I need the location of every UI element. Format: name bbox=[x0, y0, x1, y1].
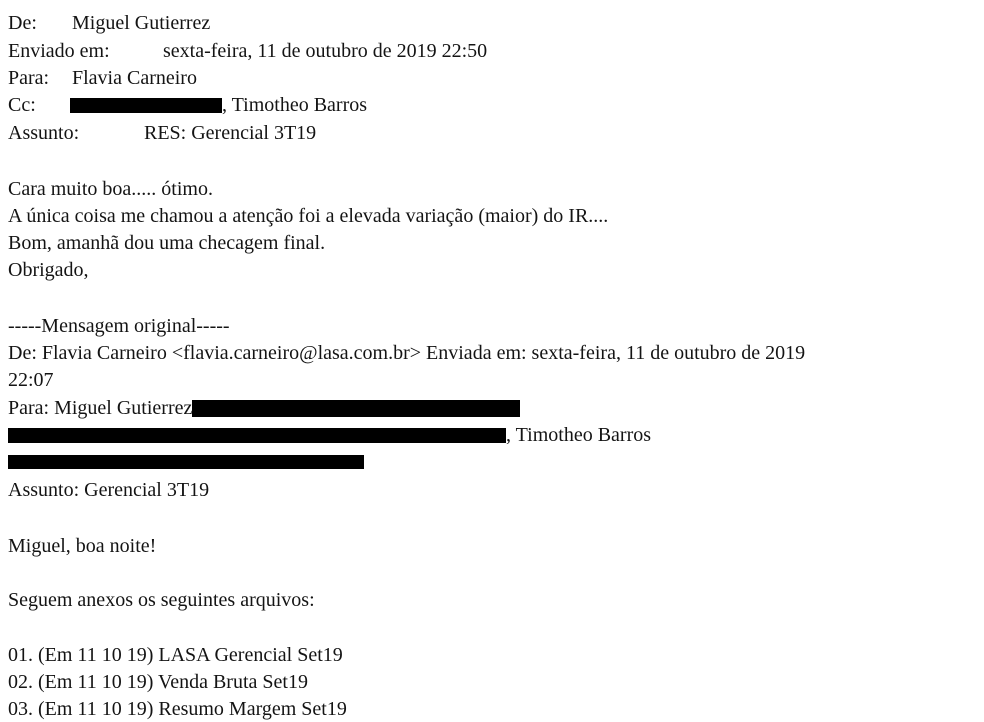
header-to-row bbox=[8, 65, 197, 91]
to-value: Flavia Carneiro bbox=[72, 67, 197, 89]
original-subject-line: Assunto: Gerencial 3T19 bbox=[8, 479, 210, 501]
original-cc-row bbox=[8, 422, 651, 448]
to-label: Para: bbox=[8, 67, 50, 89]
cc-value: , Timotheo Barros bbox=[222, 94, 368, 116]
header-sent-row bbox=[8, 38, 487, 64]
reply-line-2: A única coisa me chamou a atenção foi a elevada variação (maior) do IR.... bbox=[8, 205, 609, 227]
from-label: De: bbox=[8, 12, 37, 34]
original-cc-tail: , Timotheo Barros bbox=[506, 424, 652, 446]
reply-line-4: Obrigado, bbox=[8, 259, 89, 281]
greeting-line: Miguel, boa noite! bbox=[8, 535, 157, 557]
subject-label: Assunto: bbox=[8, 122, 80, 144]
from-value: Miguel Gutierrez bbox=[72, 12, 211, 34]
sent-label: Enviado em: bbox=[8, 40, 110, 62]
sent-value: sexta-feira, 11 de outubro de 2019 22:50 bbox=[163, 40, 488, 62]
reply-line-3: Bom, amanhã dou uma checagem final. bbox=[8, 232, 326, 254]
original-to-line: Para: Miguel Gutierrez bbox=[8, 397, 193, 419]
attachment-item: 02. (Em 11 10 19) Venda Bruta Set19 bbox=[8, 671, 308, 693]
original-separator: -----Mensagem original----- bbox=[8, 315, 230, 337]
cc-redaction bbox=[70, 98, 222, 113]
header-cc-row bbox=[8, 92, 367, 118]
attachment-item: 03. (Em 11 10 19) Resumo Margem Set19 bbox=[8, 698, 347, 720]
reply-line-1: Cara muito boa..... ótimo. bbox=[8, 178, 213, 200]
cc-redaction-long bbox=[8, 428, 506, 443]
intro-line: Seguem anexos os seguintes arquivos: bbox=[8, 589, 315, 611]
attachment-item: 01. (Em 11 10 19) LASA Gerencial Set19 bbox=[8, 644, 343, 666]
subject-value: RES: Gerencial 3T19 bbox=[144, 122, 317, 144]
original-from-line: De: Flavia Carneiro <flavia.carneiro@lasa.com.br> Enviada em: sexta-feira, 11 de outubro de 2019 bbox=[8, 342, 806, 364]
original-to-row bbox=[8, 395, 520, 421]
original-from-line-cont: 22:07 bbox=[8, 369, 54, 391]
cc-redaction-line-2 bbox=[8, 455, 364, 469]
header-subject-row bbox=[8, 120, 316, 146]
cc-label: Cc: bbox=[8, 94, 36, 116]
header-from-row bbox=[8, 10, 210, 36]
to-redaction bbox=[192, 400, 520, 417]
